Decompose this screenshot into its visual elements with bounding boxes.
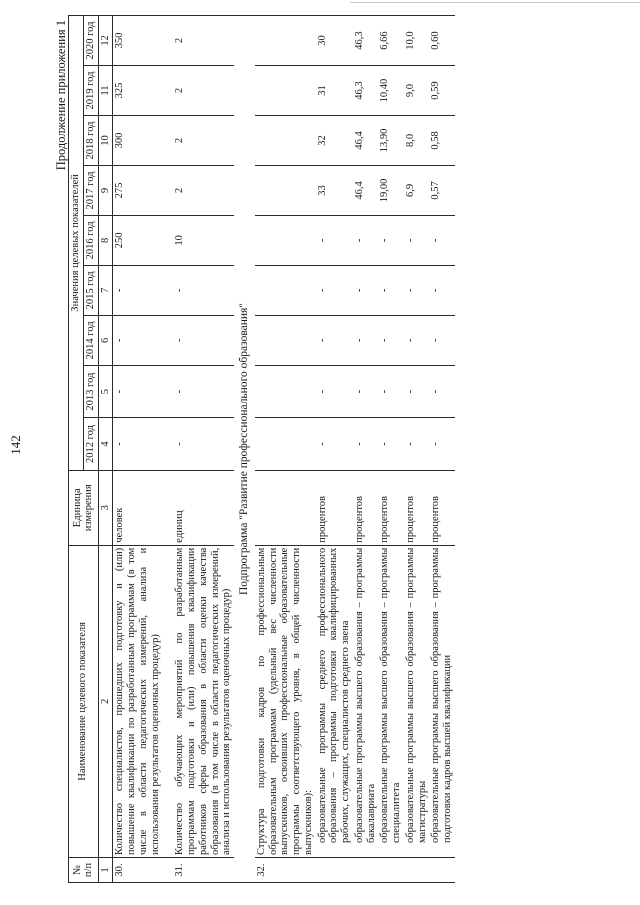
- row-value: 31: [316, 66, 353, 116]
- row-num: 30.: [113, 858, 163, 883]
- row-value: 32: [316, 116, 353, 166]
- header-year: 2015 год: [83, 265, 98, 315]
- row-value: -: [162, 418, 234, 470]
- row-unit: процентов: [378, 470, 404, 545]
- column-number: 7: [98, 265, 113, 315]
- header-unit: Единица измерения: [69, 470, 99, 545]
- row-value: 2: [162, 116, 234, 166]
- row-value: -: [353, 418, 379, 470]
- column-numbers-row: [98, 16, 113, 883]
- row-value: 250: [113, 215, 163, 265]
- header-targets: Значения целевых показателей: [69, 16, 84, 471]
- row-value: 275: [113, 165, 163, 215]
- row-value: -: [113, 418, 163, 470]
- row-value: 2: [162, 16, 234, 66]
- row-unit: процентов: [353, 470, 379, 545]
- row-name: образовательные программы высшего образования – программы бакалавриата: [353, 545, 379, 857]
- row-value: 350: [113, 16, 163, 66]
- targets-table: [68, 15, 455, 883]
- column-number: 6: [98, 315, 113, 365]
- row-value: -: [316, 265, 353, 315]
- header-name: Наименование целевого показателя: [69, 545, 99, 857]
- row-value: -: [316, 215, 353, 265]
- row-value: -: [353, 265, 379, 315]
- table-row: [429, 16, 455, 883]
- row-name: образовательные программы высшего образования – программы подготовки кадров высшей квалификации: [429, 545, 455, 857]
- row-value: 10,40: [378, 66, 404, 116]
- row-value: -: [378, 315, 404, 365]
- row-value: -: [378, 365, 404, 417]
- row-value: -: [378, 418, 404, 470]
- header-num: № п/п: [69, 858, 99, 883]
- row-value: -: [316, 365, 353, 417]
- header-year: 2018 год: [83, 116, 98, 166]
- row-value: 19,00: [378, 165, 404, 215]
- row-value: 46,3: [353, 16, 379, 66]
- table-row: [316, 16, 353, 883]
- column-number: 3: [98, 470, 113, 545]
- row-value: 13,90: [378, 116, 404, 166]
- row-value: -: [404, 418, 430, 470]
- column-number: 4: [98, 418, 113, 470]
- row-name: Количество специалистов, прошедших подготовку и (или) повышение квалификации по разработанным программам (в том числе в области педагогических измерений, анализа и использования результатов оценочных процедур): [113, 545, 163, 857]
- row-unit: единиц: [162, 470, 234, 545]
- row-value: -: [353, 215, 379, 265]
- row-name: Количество обучающих мероприятий по разработанным программам подготовки и (или) повышения квалификации работников сферы образования в области оценки качества образования (в том числе в области педагогических измерений, анализа и использования результатов оценочных процедур): [162, 545, 234, 857]
- header-year: 2013 год: [83, 365, 98, 417]
- column-number: 1: [98, 858, 113, 883]
- row-value: -: [378, 215, 404, 265]
- row-value: -: [429, 418, 455, 470]
- row-value: -: [162, 365, 234, 417]
- row-unit: человек: [113, 470, 163, 545]
- column-number: 9: [98, 165, 113, 215]
- row-value: 325: [113, 66, 163, 116]
- row-unit: процентов: [429, 470, 455, 545]
- row-value: -: [316, 315, 353, 365]
- table-row: [353, 16, 379, 883]
- row-value: 0,59: [429, 66, 455, 116]
- row-name: образовательные программы высшего образования – программы специалитета: [378, 545, 404, 857]
- row-value: 9,0: [404, 66, 430, 116]
- row-name: образовательные программы среднего профессионального образования – программы подготовки квалифицированных рабочих, служащих, специалистов среднего звена: [316, 545, 353, 857]
- header-year: 2020 год: [83, 16, 98, 66]
- row-value: 10,0: [404, 16, 430, 66]
- row-value: 6,9: [404, 165, 430, 215]
- table-row: [162, 16, 234, 883]
- header-year: 2012 год: [83, 418, 98, 470]
- row-value: 33: [316, 165, 353, 215]
- column-number: 2: [98, 545, 113, 857]
- row-value: 6,66: [378, 16, 404, 66]
- header-year: 2019 год: [83, 66, 98, 116]
- row-value: 2: [162, 66, 234, 116]
- row-value: 2: [162, 165, 234, 215]
- row-value: 8,0: [404, 116, 430, 166]
- row-unit: процентов: [316, 470, 353, 545]
- row-value: -: [162, 265, 234, 315]
- header-year: 2014 год: [83, 315, 98, 365]
- table-row: [255, 16, 316, 883]
- column-number: 5: [98, 365, 113, 417]
- continuation-label: Продолжение приложения 1: [54, 20, 68, 171]
- row-value: 46,4: [353, 116, 379, 166]
- column-number: 11: [98, 66, 113, 116]
- row-value: 0,57: [429, 165, 455, 215]
- row-unit: процентов: [404, 470, 430, 545]
- row-value: -: [113, 365, 163, 417]
- row-name: образовательные программы высшего образования – программы магистратуры: [404, 545, 430, 857]
- column-number: 12: [98, 16, 113, 66]
- row-value: 46,3: [353, 66, 379, 116]
- row-value: -: [316, 418, 353, 470]
- row-value: -: [162, 315, 234, 365]
- header-year: 2016 год: [83, 215, 98, 265]
- row-value: 10: [162, 215, 234, 265]
- column-number: 8: [98, 215, 113, 265]
- table-row: [378, 16, 404, 883]
- section-title: Подпрограмма "Развитие профессионального образования": [234, 16, 255, 883]
- row-value: 0,58: [429, 116, 455, 166]
- row-num: 31.: [162, 858, 234, 883]
- row-value: -: [404, 365, 430, 417]
- row-value: -: [404, 215, 430, 265]
- section-row: [234, 16, 255, 883]
- row-name: Структура подготовки кадров по профессиональным образовательным программам (удельный вес численности выпускников, освоивших профессиональные образовательные программы соответствующего уровня, в общей численности выпускников):: [255, 545, 316, 857]
- row-value: -: [429, 215, 455, 265]
- row-value: 30: [316, 16, 353, 66]
- row-value: -: [429, 265, 455, 315]
- row-value: 0,60: [429, 16, 455, 66]
- row-value: -: [378, 265, 404, 315]
- row-value: -: [404, 265, 430, 315]
- row-value: -: [113, 315, 163, 365]
- row-value: -: [353, 315, 379, 365]
- row-value: -: [404, 315, 430, 365]
- row-value: -: [353, 365, 379, 417]
- header-year: 2017 год: [83, 165, 98, 215]
- row-value: -: [429, 365, 455, 417]
- row-value: 300: [113, 116, 163, 166]
- table-row: [113, 16, 163, 883]
- row-num: 32.: [255, 858, 316, 883]
- row-value: -: [113, 265, 163, 315]
- row-value: 46,4: [353, 165, 379, 215]
- row-value: -: [429, 315, 455, 365]
- column-number: 10: [98, 116, 113, 166]
- page-number: 142: [8, 435, 23, 455]
- table-row: [404, 16, 430, 883]
